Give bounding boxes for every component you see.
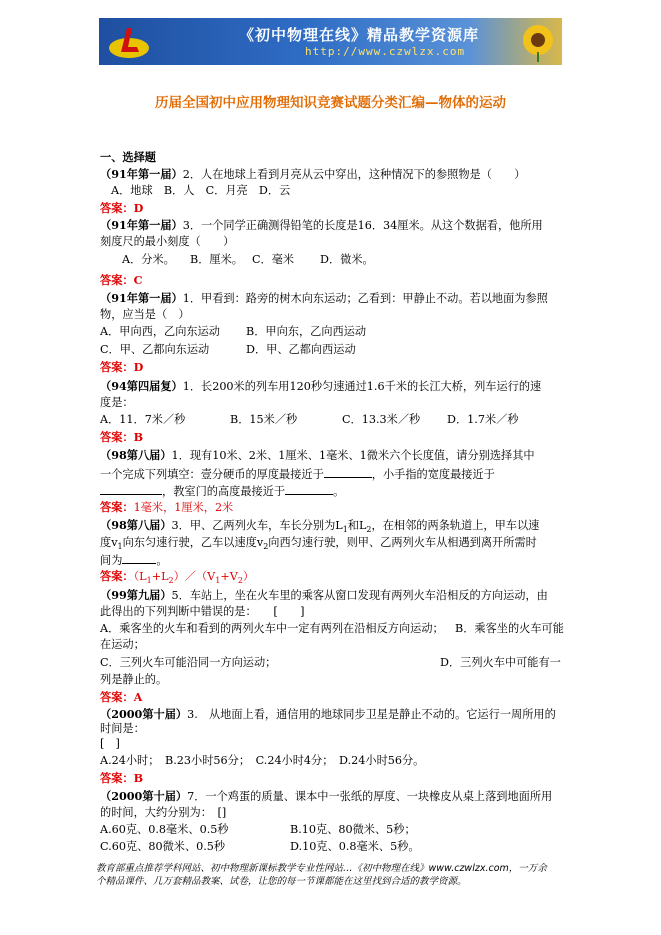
question-8-bracket: [ ] [100, 737, 120, 750]
question-source-tag: （91年第一届） [100, 291, 183, 305]
option-a: A．甲向西，乙向东运动 [100, 325, 220, 338]
option-c: C．甲、乙都向东运动 [100, 343, 210, 356]
option-d: D．甲、乙都向西运动 [246, 343, 356, 356]
option-c: C．13.3米／秒 [342, 413, 421, 426]
option-a: A．乘客坐的火车和看到的两列火车中一定有两列在沿相反方向运动； [100, 622, 444, 635]
question-3-text-cont: 物，应当是（ ） [100, 308, 190, 321]
question-5-text-cont: 一个完成下列填空：壹分硬币的厚度最接近于 ，小手指的宽度最接近于 [100, 468, 495, 481]
answer-value: C [133, 273, 143, 287]
option-b-cont: 在运动； [100, 638, 145, 651]
answer-8: 答案：B [100, 771, 144, 785]
question-9: （2000第十届）7．一个鸡蛋的质量、课本中一张纸的厚度、一块橡皮从桌上落到地面所用 [100, 789, 553, 803]
question-source-tag: （2000第十届） [100, 707, 188, 721]
footer-line-2: 个精品课件、几万套精品教案、试卷，让您的每一节课都能在这里找到合适的教学资源。 [96, 876, 467, 887]
option-a: A．11．7米／秒 [100, 413, 186, 426]
question-7: （99第九届）5．车站上，坐在火车里的乘客从窗口发现有两列火车沿相反的方向运动，由 [100, 588, 548, 602]
site-banner[interactable] [99, 18, 562, 65]
option-c: C．三列火车可能沿同一方向运动； [100, 656, 277, 669]
option-d: D.10克、0.8毫米、5秒。 [290, 840, 420, 853]
answer-4: 答案：B [100, 430, 144, 444]
question-6: （98第八届）3．甲、乙两列火车，车长分别为$L_1$和$L_2$，在相邻的两条轨道上，甲车以速 [100, 518, 540, 535]
question-2: （91年第一届）3．一个同学正确测得铅笔的长度是16．34厘米。从这个数据看，他所用 [100, 218, 543, 232]
question-5-text-cont2: ，教室门的高度最接近于 。 [100, 483, 344, 499]
option-b: B．15米／秒 [230, 413, 298, 426]
answer-6: 答案：$(L_1+L_2)/(V_1+V_2)$ [100, 569, 255, 586]
answer-2: 答案：C [100, 273, 143, 287]
answer-value: B [133, 430, 144, 444]
question-2-text-cont: 刻度尺的最小刻度（ ） [100, 235, 235, 248]
question-source-tag: （2000第十届） [100, 789, 188, 803]
question-8-text-cont: 时间是： [100, 722, 145, 735]
option-d: D．三列火车中可能有一 [440, 656, 561, 669]
fill-blank[interactable] [285, 483, 333, 495]
question-6-text-cont2: 间为 。 [100, 554, 168, 567]
answer-value: 1毫米，1厘米，2米 [133, 501, 234, 514]
question-5: （98第八届）1．现有10米、2米、1厘米、1毫米、1微米六个长度值，请分别选择其中 [100, 448, 535, 462]
answer-value: B [133, 771, 144, 785]
answer-7: 答案：A [100, 690, 143, 704]
question-source-tag: （91年第一届） [100, 167, 183, 181]
question-source-tag: （98第八届） [100, 448, 172, 462]
answer-value: A [133, 690, 143, 704]
question-1 [100, 167, 525, 182]
option-d: D．1.7米／秒 [447, 413, 519, 426]
question-8-options: A.24小时； B.23小时56分； C.24小时4分； D.24小时56分。 [100, 754, 425, 767]
option-b: B．厘米。 [190, 253, 243, 266]
option-c: C．毫米 [252, 253, 295, 266]
banner-url[interactable]: http://www.czwlzx.com [305, 45, 466, 58]
banner-title: 《初中物理在线》精品教学资源库 [239, 26, 480, 44]
question-4-text-cont: 度是： [100, 396, 134, 409]
sunflower-icon [516, 22, 558, 62]
option-d: D．微米。 [320, 253, 374, 266]
fill-blank[interactable] [100, 483, 162, 495]
fill-blank[interactable] [324, 466, 372, 478]
question-6-text-cont: 度$v_1$向东匀速行驶，乙车以速度$v_2$向西匀速行驶，则甲、乙两列火车从相遇到离开所需时 [100, 536, 537, 552]
option-b: B．甲向东，乙向西运动 [246, 325, 367, 338]
question-8: （2000第十届）3. 从地面上看，通信用的地球同步卫星是静止不动的。它运行一周所用的 [100, 707, 556, 721]
question-source-tag: （98第八届） [100, 518, 172, 532]
footer-line-1: 教育部重点推荐学科网站、初中物理新课标教学专业性网站…《初中物理在线》www.czwlzx.com，一万余 [96, 863, 547, 874]
answer-value: D [133, 360, 144, 374]
question-source-tag: （99第九届） [100, 588, 172, 602]
question-7-text-cont: 此得出的下列判断中错误的是： [ ] [100, 605, 305, 618]
answer-1: 答案：D [100, 201, 144, 215]
answer-3: 答案：D [100, 360, 144, 374]
question-source-tag: （91年第一届） [100, 218, 183, 232]
answer-5: 答案：1毫米，1厘米，2米 [100, 500, 234, 514]
fill-blank[interactable] [122, 552, 156, 564]
option-c: C.60克、80微米、0.5秒 [100, 840, 226, 853]
option-a: A.60克、0.8毫米、0.5秒 [100, 823, 229, 836]
option-b: B.10克、80微米、5秒； [290, 823, 416, 836]
option-b: B．乘客坐的火车可能 [455, 622, 564, 635]
site-logo-icon [105, 22, 153, 62]
question-text: 2．人在地球上看到月亮从云中穿出，这种情况下的参照物是（ ） [182, 168, 526, 181]
option-a: A．分米。 [122, 253, 175, 266]
question-source-tag: （94第四届复） [100, 379, 183, 393]
document-title: 历届全国初中应用物理知识竞赛试题分类汇编—物体的运动 [155, 95, 506, 111]
section-heading: 一、选择题 [100, 150, 156, 164]
option-d-cont: 列是静止的。 [100, 673, 168, 686]
question-3: （91年第一届）1．甲看到：路旁的树木向东运动；乙看到：甲静止不动。若以地面为参照 [100, 291, 548, 305]
answer-value: D [133, 201, 144, 215]
page-footer [96, 862, 576, 888]
question-4: （94第四届复）1．长200米的列车用120秒匀速通过1.6千米的长江大桥，列车运行的速 [100, 379, 542, 393]
question-1-options: A．地球 B．人 C．月亮 D．云 [111, 184, 291, 197]
question-9-text-cont: 的时间，大约分别为： [] [100, 806, 227, 819]
